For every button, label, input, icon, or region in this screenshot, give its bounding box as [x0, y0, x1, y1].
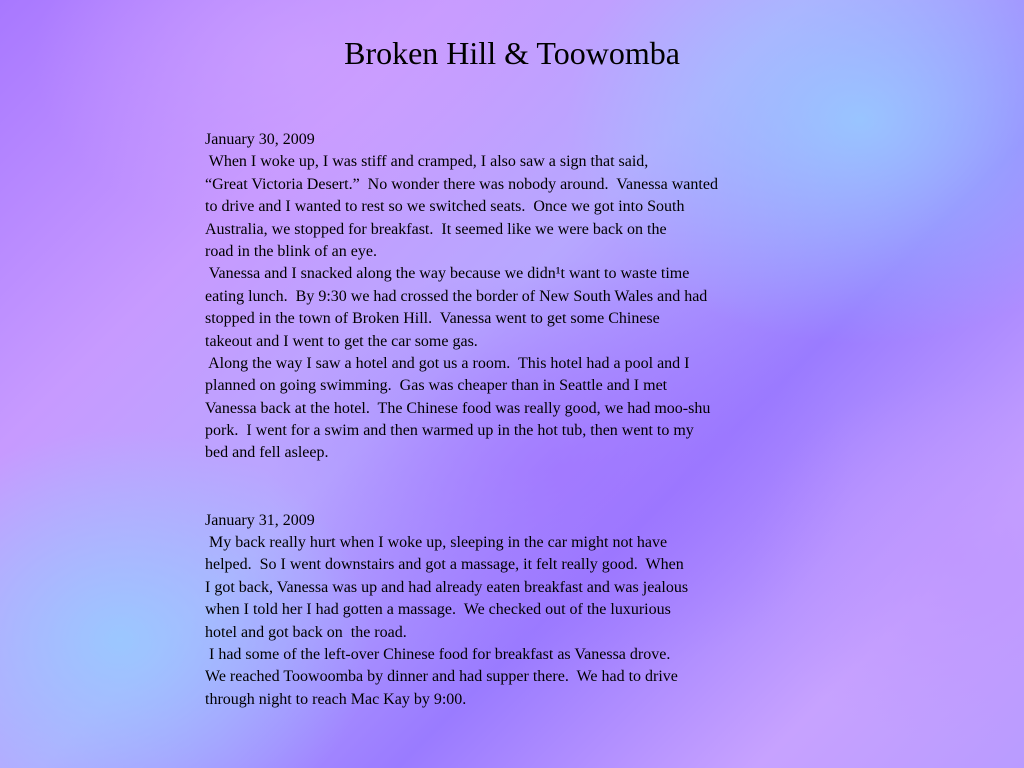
- entry-line: through night to reach Mac Kay by 9:00.: [205, 690, 467, 708]
- entry-line: to drive and I wanted to rest so we switched seats. Once we got into South: [205, 198, 685, 216]
- entry-line: planned on going swimming. Gas was cheaper than in Seattle and I met: [205, 377, 668, 395]
- entry-spacer: [205, 465, 805, 510]
- entry-line: stopped in the town of Broken Hill. Vanessa went to get some Chinese: [205, 310, 660, 328]
- entry-line: when I told her I had gotten a massage. We checked out of the luxurious: [205, 601, 671, 619]
- entry-line: My back really hurt when I woke up, sleeping in the car might not have: [205, 534, 668, 552]
- entry-line: I had some of the left-over Chinese food for breakfast as Vanessa drove.: [205, 646, 671, 663]
- entry-date: January 31, 2009: [205, 511, 315, 529]
- entry-line: eating lunch. By 9:30 we had crossed the border of New South Wales and had: [205, 287, 708, 305]
- journal-entry: [205, 510, 805, 712]
- entry-line: “Great Victoria Desert.” No wonder there was nobody around. Vanessa wanted: [205, 175, 718, 193]
- entry-line: Vanessa and I snacked along the way because we didn¹t want to waste time: [205, 265, 690, 283]
- entry-line: Australia, we stopped for breakfast. It seemed like we were back on the: [205, 220, 667, 238]
- entry-date: January 30, 2009: [205, 131, 315, 148]
- entry-line: bed and fell asleep.: [205, 444, 329, 462]
- slide-title: Broken Hill & Toowomba: [344, 35, 680, 71]
- entry-line: road in the blink of an eye.: [205, 242, 377, 260]
- entry-line: hotel and got back on the road.: [205, 623, 407, 641]
- entry-line: takeout and I went to get the car some gas.: [205, 332, 478, 350]
- entry-line: Along the way I saw a hotel and got us a room. This hotel had a pool and I: [205, 354, 690, 372]
- entry-line: helped. So I went downstairs and got a massage, it felt really good. When: [205, 556, 684, 574]
- entry-line: When I woke up, I was stiff and cramped, I also saw a sign that said,: [205, 153, 649, 171]
- entry-line: I got back, Vanessa was up and had already eaten breakfast and was jealous: [205, 578, 689, 596]
- journal-text: [205, 129, 805, 711]
- entry-line: We reached Toowoomba by dinner and had supper there. We had to drive: [205, 668, 678, 686]
- entry-line: Vanessa back at the hotel. The Chinese food was really good, we had moo-shu: [205, 399, 711, 417]
- entry-line: pork. I went for a swim and then warmed up in the hot tub, then went to my: [205, 422, 694, 440]
- journal-entry: [205, 129, 805, 465]
